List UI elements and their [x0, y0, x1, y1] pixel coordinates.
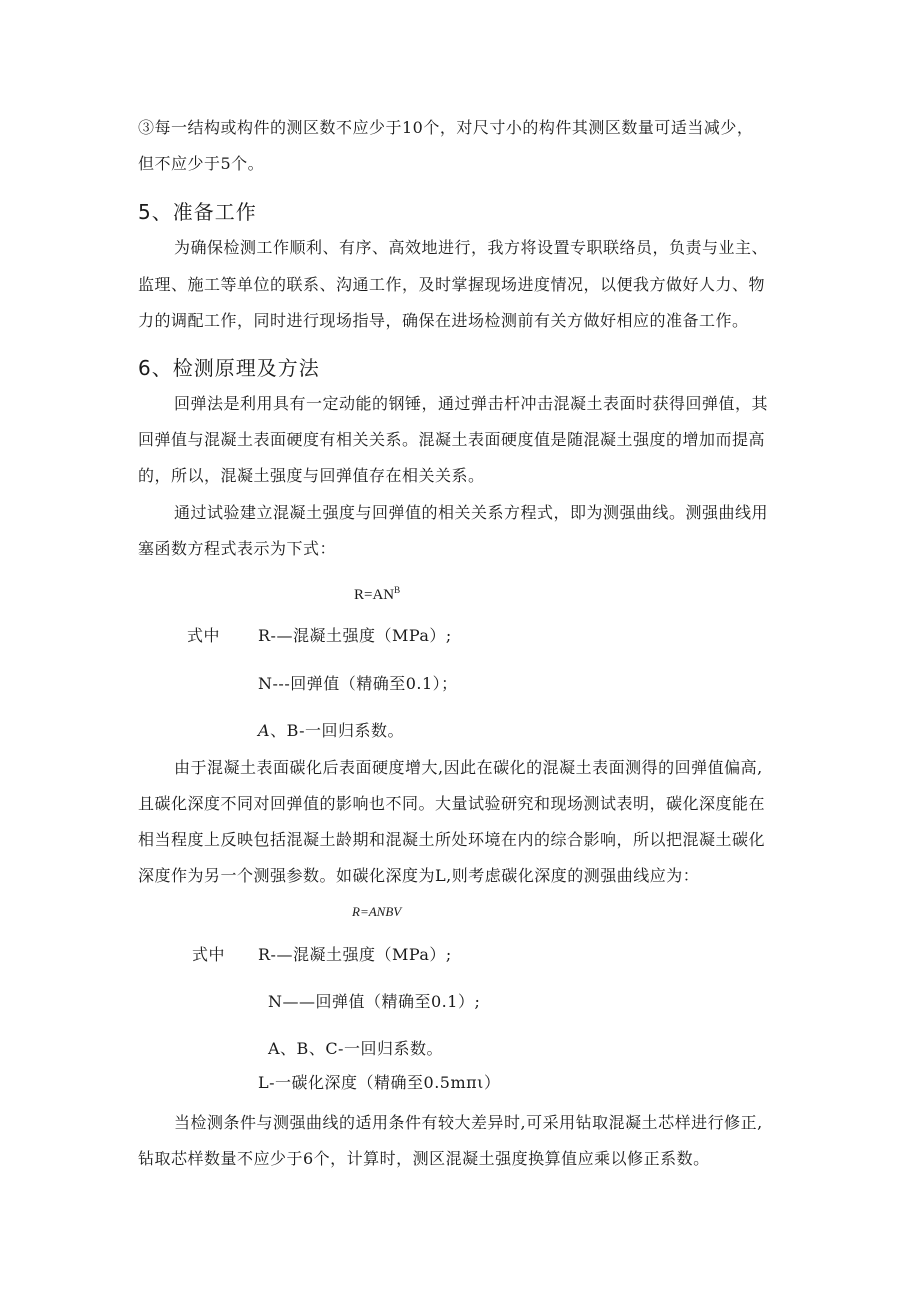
principle-para3-line-2: 且碳化深度不同对回弹值的影响也不同。大量试验研究和现场测试表明，碳化深度能在 [138, 794, 766, 813]
principle-para1-line-3: 的，所以，混凝土强度与回弹值存在相关关系。 [138, 466, 485, 485]
heading-principle: 6、检测原理及方法 [138, 356, 320, 380]
where2-l-definition: L-一碳化深度（精确至0.5mπι） [258, 1073, 501, 1092]
where1-n-definition: N---回弹值（精确至0.1）； [258, 674, 458, 693]
formula-power [354, 580, 400, 605]
where2-n-definition: N——回弹值（精确至0.1）; [268, 992, 481, 1011]
where1-r-definition: R-—混凝土强度（MPa）; [258, 626, 452, 645]
principle-para2-line-2: 塞函数方程式表示为下式： [138, 539, 337, 558]
where1-a-symbol: A [258, 721, 271, 740]
principle-para1-line-2: 回弹值与混凝土表面硬度有相关关系。混凝土表面硬度值是随混凝土强度的增加而提高 [138, 430, 766, 449]
where1-ab-text: 、B-一回归系数。 [270, 721, 405, 740]
principle-para3-line-3: 相当程度上反映包括混凝土龄期和混凝土所处环境在内的综合影响，所以把混凝土碳化 [138, 830, 766, 849]
where2-r-definition: R-—混凝土强度（MPa）; [258, 945, 452, 964]
formula-power-exponent: B [394, 585, 401, 595]
preparation-line-2: 监理、施工等单位的联系、沟通工作，及时掌握现场进度情况，以便我方做好人力、物 [138, 275, 766, 294]
preparation-line-1: 为确保检测工作顺利、有序、高效地进行，我方将设置专职联络员，负责与业主、 [174, 238, 769, 257]
where1-ab-definition [258, 721, 404, 741]
where2-label: 式中 [192, 945, 226, 964]
intro-line-2: 但不应少于5个。 [138, 154, 265, 173]
principle-para3-line-4: 深度作为另一个测强参数。如碳化深度为L,则考虑碳化深度的测强曲线应为： [138, 866, 700, 885]
principle-para4-line-2: 钻取芯样数量不应少于6个，计算时，测区混凝土强度换算值应乘以修正系数。 [138, 1149, 710, 1168]
intro-line-1: ③每一结构或构件的测区数不应少于10个，对尺寸小的构件其测区数量可适当减少， [138, 118, 754, 137]
where2-abc-definition: A、B、C-一回归系数。 [268, 1039, 443, 1058]
preparation-line-3: 力的调配工作，同时进行现场指导，确保在进场检测前有关方做好相应的准备工作。 [138, 311, 749, 330]
heading-preparation: 5、准备工作 [138, 200, 257, 224]
formula-power-base: R=AN [354, 587, 395, 603]
where1-label: 式中 [187, 626, 221, 645]
principle-para2-line-1: 通过试验建立混凝土强度与回弹值的相关关系方程式，即为测强曲线。测强曲线用 [174, 503, 769, 522]
principle-para1-line-1: 回弹法是利用具有一定动能的钢锤，通过弹击杆冲击混凝土表面时获得回弹值，其 [174, 394, 769, 413]
principle-para3-line-1: 由于混凝土表面碳化后表面硬度增大,因此在碳化的混凝土表面测得的回弹值偏高, [174, 758, 763, 777]
formula-carbonation: R=ANBV [352, 904, 402, 919]
principle-para4-line-1: 当检测条件与测强曲线的适用条件有较大差异时,可采用钻取混凝土芯样进行修正, [174, 1113, 763, 1132]
